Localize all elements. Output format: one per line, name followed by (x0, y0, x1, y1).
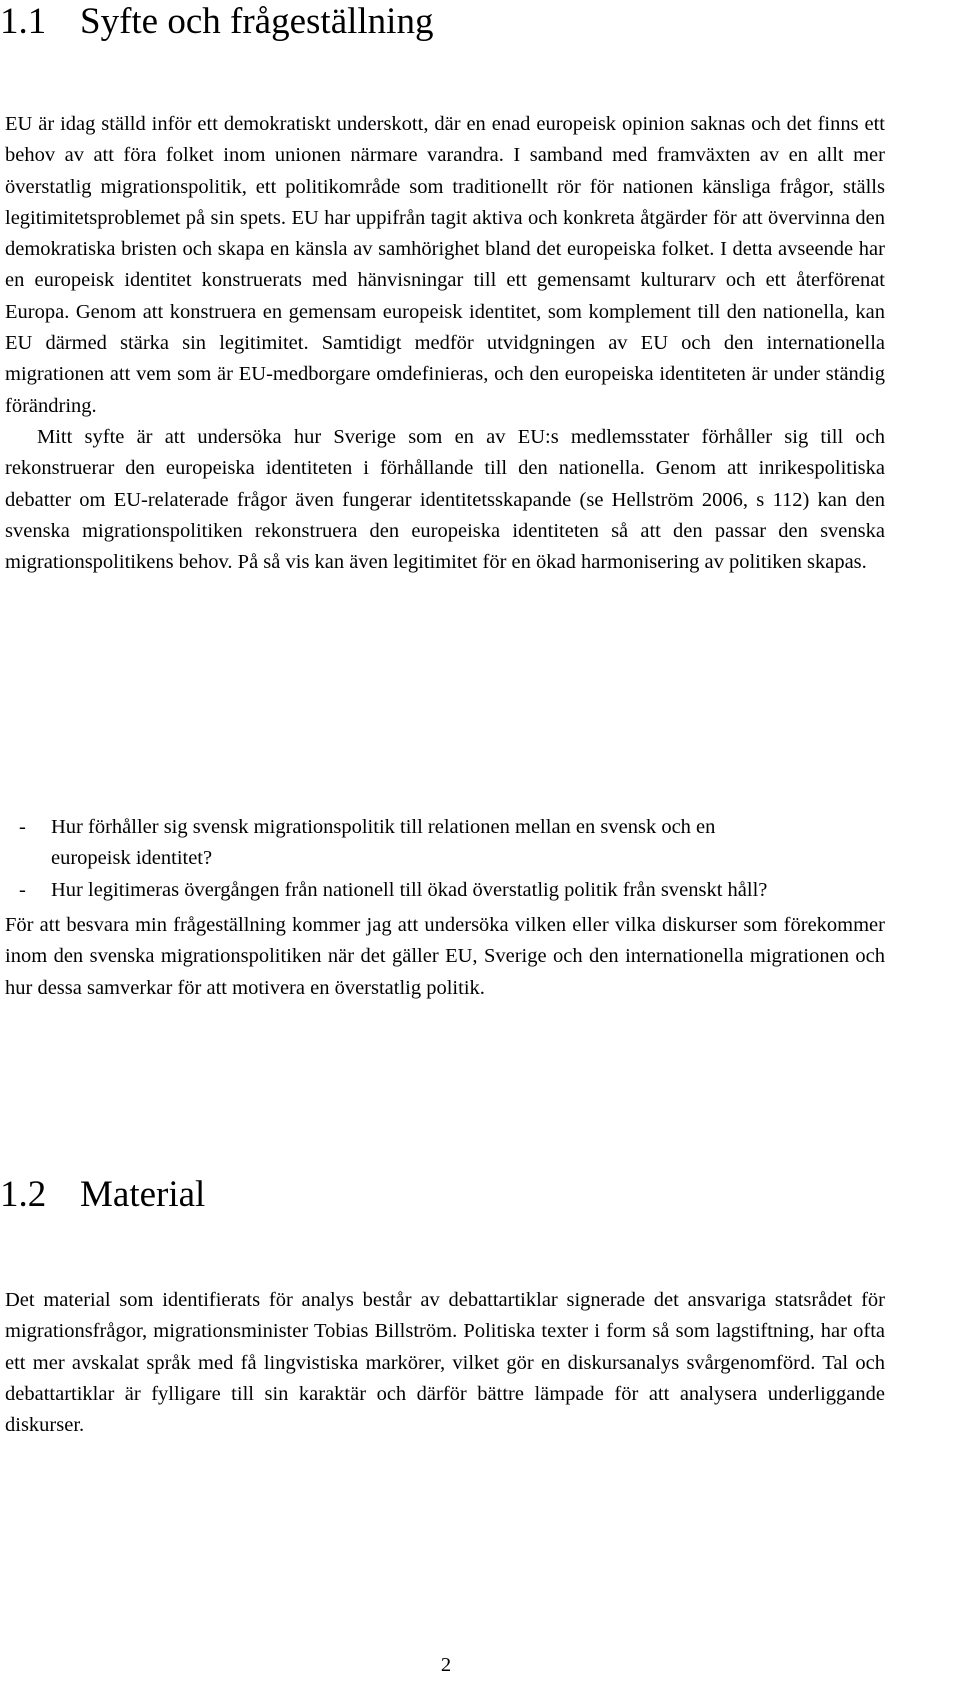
section-number: 1.2 (0, 1174, 47, 1215)
section-heading-syfte (0, 0, 433, 44)
section-title: Material (80, 1174, 206, 1215)
list-item-text: Hur legitimeras övergången från nationell till ökad överstatlig politik från svenskt håll? (51, 878, 768, 901)
research-questions-list (0, 812, 880, 906)
paragraph: Det material som identifierats för analys består av debattartiklar signerade det ansvariga statsrådet för migrationsfrågor, migrationsminister Tobias Billström. Politiska texter i form så som lagstiftning, har ofta ett mer avskalat språk med få lingvistiska markörer, vilket gör en diskursanalys svårgenomförd. Tal och debattartiklar är fylligare till sin karaktär och därför bättre lämpade för att analysera underliggande diskurser. (5, 1289, 885, 1437)
list-item (0, 875, 796, 906)
list-dash: - (19, 816, 26, 838)
section-heading-material (0, 1173, 205, 1217)
paragraph: Mitt syfte är att undersöka hur Sverige som en av EU:s medlemsstater förhåller sig till och rekonstruerar den europeiska identiteten i förhållande till den nationella. Genom att inrikespolitiska debatter om EU-relaterade frågor även fungerar identitetsskapande (se Hellström 2006, s 112) kan den svenska migrationspolitiken rekonstruera den europeiska identiteten så att den passar den svenska migrationspolitikens behov. På så vis kan även legitimitet för en ökad harmonisering av politiken skapas. (5, 425, 885, 574)
list-item-text: Hur förhåller sig svensk migrationspolitik till relationen mellan en svensk och en europeisk identitet? (51, 816, 716, 870)
list-item (0, 812, 796, 875)
page-number: 2 (440, 1654, 452, 1676)
paragraph: EU är idag ställd inför ett demokratiskt underskott, där en enad europeisk opinion saknas och det finns ett behov av att föra folket inom unionen närmare varandra. I samband med framväxten av en allt mer överstatlig migrationspolitik, ett politikområde som traditionellt rör för nationen känsliga frågor, ställs legitimitetsproblemet på sin spets. EU har uppifrån tagit aktiva och konkreta åtgärder för att övervinna den demokratiska bristen och skapa en känsla av samhörighet bland det europeiska folket. I detta avseende har en europeisk identitet konstruerats med hänvisningar till ett gemensamt kulturarv och ett återförenat Europa. Genom att konstruera en gemensam europeisk identitet, som komplement till den nationella, kan EU därmed stärka sin legitimitet. Samtidigt medför utvidgningen av EU och den internationella migrationen att vem som är EU-medborgare omdefinieras, och den europeiska identiteten är under ständig förändring. (5, 113, 885, 417)
section-number: 1.1 (0, 1, 47, 42)
syfte-body (5, 109, 885, 578)
list-dash: - (19, 878, 26, 901)
section-title: Syfte och frågeställning (80, 1, 434, 42)
paragraph: För att besvara min frågeställning kommer jag att undersöka vilken eller vilka diskurser som förekommer inom den svenska migrationspolitiken när det gäller EU, Sverige och den internationella migrationen och hur dessa samverkar för att motivera en överstatlig politik. (5, 914, 885, 999)
